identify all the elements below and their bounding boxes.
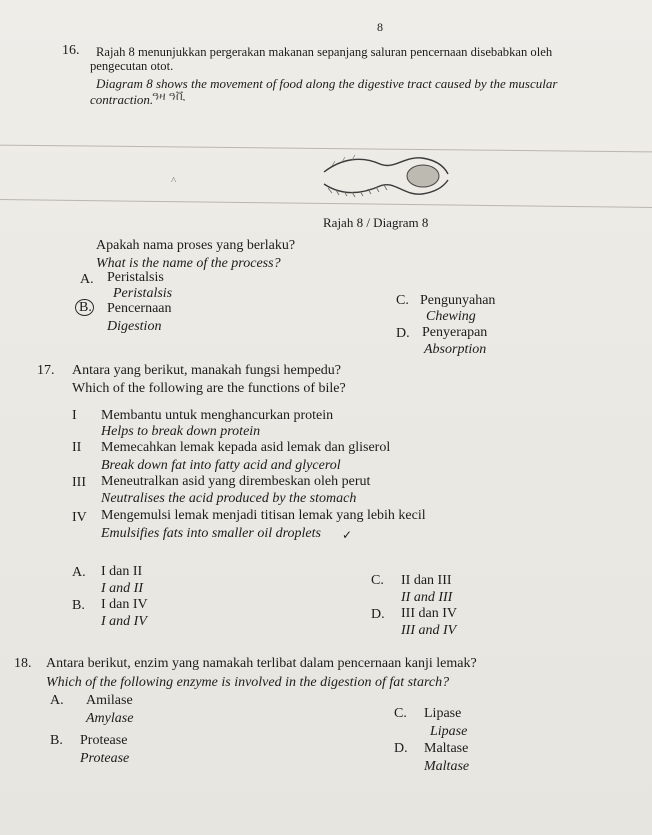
- q17-statement-ms: Memecahkan lemak kepada asid lemak dan gliserol: [101, 440, 391, 455]
- check-mark: ✓: [342, 528, 353, 542]
- q17-question-ms: Antara yang berikut, manakah fungsi hempedu?: [72, 363, 342, 378]
- q18-option-a-label[interactable]: A.: [50, 693, 64, 708]
- q17-option-a-en: I and II: [101, 581, 143, 596]
- q17-question-en: Which of the following are the functions of bile?: [72, 381, 346, 396]
- q17-option-b-label[interactable]: B.: [72, 598, 85, 613]
- q17-option-a-label[interactable]: A.: [72, 565, 86, 580]
- q17-statement-en: Emulsifies fats into smaller oil droplets: [101, 526, 321, 541]
- q17-option-d-label[interactable]: D.: [371, 607, 385, 622]
- q16-option-a-label[interactable]: A.: [80, 272, 94, 287]
- q18-option-d-ms[interactable]: Maltase: [424, 741, 469, 756]
- q16-stem-en-line1: Diagram 8 shows the movement of food along the digestive tract caused by the muscular: [96, 76, 558, 91]
- food-bolus: [407, 165, 439, 187]
- q17-option-c-en: II and III: [401, 590, 453, 605]
- q16-option-d-ms[interactable]: Penyerapan: [422, 325, 488, 340]
- q17-number: 17.: [37, 363, 55, 378]
- q18-number: 18.: [14, 656, 32, 671]
- q16-diagram-caption: Rajah 8 / Diagram 8: [323, 215, 429, 230]
- handwritten-note: ዓዛ ዓቪ: [152, 89, 186, 103]
- q17-option-a-ms[interactable]: I dan II: [101, 564, 143, 579]
- q16-option-b-ms[interactable]: Pencernaan: [107, 301, 172, 316]
- q17-option-b-ms[interactable]: I dan IV: [101, 597, 148, 612]
- q16-question-ms: Apakah nama proses yang berlaku?: [96, 238, 296, 253]
- q18-option-c-label[interactable]: C.: [394, 706, 407, 721]
- q16-stem-ms-line2: pengecutan otot.: [90, 59, 174, 73]
- q18-option-b-label[interactable]: B.: [50, 733, 63, 748]
- q18-option-c-ms[interactable]: Lipase: [424, 706, 462, 721]
- page-number: 8: [377, 20, 383, 34]
- q16-stem-en-line2: contraction.: [90, 92, 154, 107]
- q17-statement-en: Break down fat into fatty acid and glycerol: [101, 458, 341, 473]
- q16-stem-ms-line1: Rajah 8 menunjukkan pergerakan makanan sepanjang saluran pencernaan disebabkan oleh: [96, 45, 553, 59]
- q17-statement-number: III: [72, 475, 86, 490]
- q16-option-d-en: Absorption: [424, 342, 487, 357]
- q17-statement-ms: Meneutralkan asid yang dirembeskan oleh perut: [101, 474, 371, 489]
- q16-option-a-ms[interactable]: Peristalsis: [107, 270, 164, 285]
- digestive-tract-diagram: [322, 150, 452, 206]
- q18-option-c-en: Lipase: [430, 724, 468, 739]
- q16-question-en: What is the name of the process?: [96, 256, 281, 271]
- q18-option-a-en: Amylase: [86, 711, 134, 726]
- q18-option-b-ms[interactable]: Protease: [80, 733, 128, 748]
- q16-option-c-ms[interactable]: Pengunyahan: [420, 293, 496, 308]
- q17-statement-number: II: [72, 440, 82, 455]
- q16-option-a-en: Peristalsis: [113, 286, 173, 301]
- q17-option-b-en: I and IV: [101, 614, 147, 629]
- q17-statement-number: I: [72, 408, 77, 423]
- q17-option-d-ms[interactable]: III dan IV: [401, 606, 457, 621]
- q18-option-a-ms[interactable]: Amilase: [86, 693, 133, 708]
- q16-option-c-label[interactable]: C.: [396, 293, 409, 308]
- q16-option-c-en: Chewing: [426, 309, 476, 324]
- q16-option-d-label[interactable]: D.: [396, 326, 410, 341]
- q18-option-d-en: Maltase: [424, 759, 470, 774]
- q17-statement-en: Helps to break down protein: [101, 424, 261, 439]
- q17-option-c-label[interactable]: C.: [371, 573, 384, 588]
- q17-statement-ms: Membantu untuk menghancurkan protein: [101, 408, 334, 423]
- q17-statement-ms: Mengemulsi lemak menjadi titisan lemak yang lebih kecil: [101, 508, 426, 523]
- q18-question-en: Which of the following enzyme is involved in the digestion of fat starch?: [46, 675, 450, 690]
- q16-option-b-label[interactable]: B.: [79, 300, 92, 315]
- q17-statement-number: IV: [72, 510, 87, 525]
- q18-question-ms: Antara berikut, enzim yang namakah terlibat dalam pencernaan kanji lemak?: [46, 656, 477, 671]
- q16-number: 16.: [62, 43, 80, 58]
- q17-option-d-en: III and IV: [401, 623, 457, 638]
- q16-option-b-en: Digestion: [107, 319, 162, 334]
- tick-mark: ^: [171, 175, 177, 187]
- q18-option-d-label[interactable]: D.: [394, 741, 408, 756]
- q17-option-c-ms[interactable]: II dan III: [401, 573, 452, 588]
- q18-option-b-en: Protease: [80, 751, 130, 766]
- q17-statement-en: Neutralises the acid produced by the stomach: [101, 491, 357, 506]
